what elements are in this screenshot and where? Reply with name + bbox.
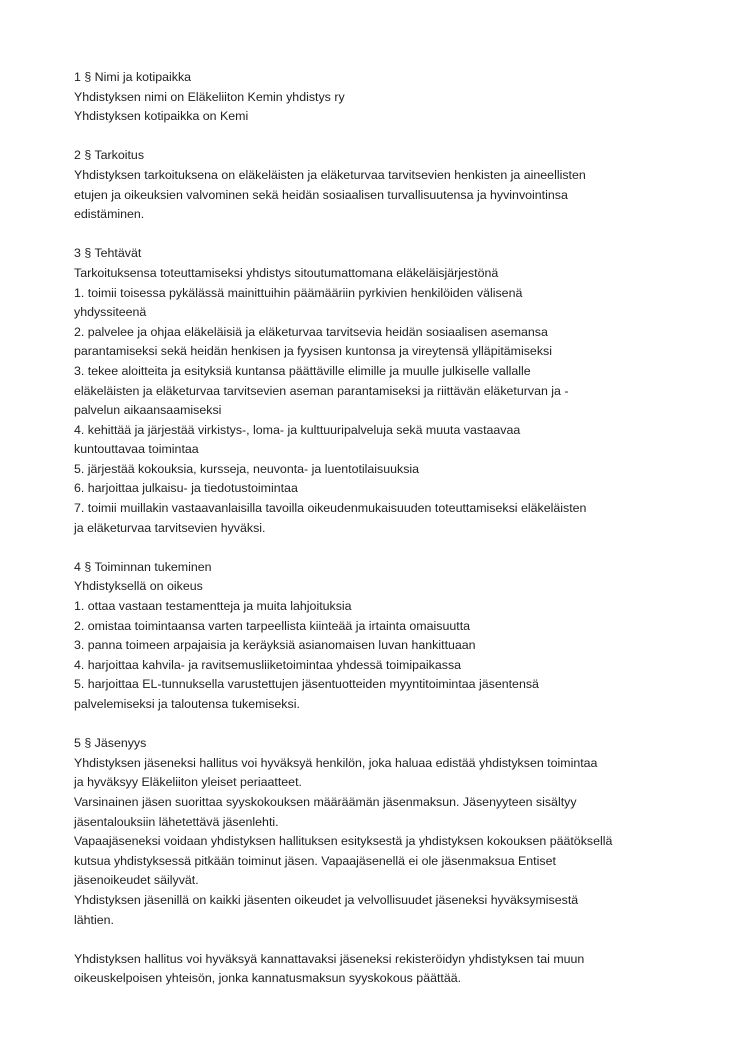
text-line: Yhdistyksen jäseneksi hallitus voi hyväksyä henkilön, joka haluaa edistää yhdistyksen toimintaa (74, 755, 598, 770)
section-heading: 4 § Toiminnan tukeminen (74, 559, 212, 574)
text-line: lähtien. (74, 912, 114, 927)
text-line: kutsua yhdistyksessä pitkään toiminut jäsen. Vapaajäsenellä ei ole jäsenmaksua Entiset (74, 853, 556, 868)
section-tasks (74, 244, 694, 538)
text-line: Yhdistyksen nimi on Eläkeliiton Kemin yhdistys ry (74, 89, 345, 104)
text-line: Yhdistyksen hallitus voi hyväksyä kannattavaksi jäseneksi rekisteröidyn yhdistyksen tai muun (74, 951, 585, 966)
text-line: Yhdistyksen kotipaikka on Kemi (74, 109, 249, 124)
section-supporting-members (74, 950, 694, 989)
text-line: Varsinainen jäsen suorittaa syyskokouksen määräämän jäsenmaksun. Jäsenyyteen sisältyy (74, 794, 577, 809)
list-item: 1. toimii toisessa pykälässä mainittuihin päämääriin pyrkivien henkilöiden välisenä (74, 285, 523, 300)
list-item: 5. järjestää kokouksia, kursseja, neuvonta- ja luentotilaisuuksia (74, 461, 420, 476)
text-line: palvelun aikaansaamiseksi (74, 403, 222, 418)
list-item: 2. palvelee ja ohjaa eläkeläisiä ja eläketurvaa tarvitsevia heidän sosiaalisen asemansa (74, 324, 548, 339)
text-line: eläkeläisten ja eläketurvaa tarvitsevien aseman parantamiseksi ja riittävän eläketurvan ja - (74, 383, 569, 398)
text-line: Yhdistyksen jäsenillä on kaikki jäsenten oikeudet ja velvollisuudet jäseneksi hyväksymisestä (74, 892, 579, 907)
text-line: jäsentalouksiin lähetettävä jäsenlehti. (74, 814, 279, 829)
text-line: oikeuskelpoisen yhteisön, jonka kannatusmaksun syyskokous päättää. (74, 971, 462, 986)
section-heading: 2 § Tarkoitus (74, 148, 145, 163)
list-item: 3. panna toimeen arpajaisia ja keräyksiä asianomaisen luvan hankittuaan (74, 638, 476, 653)
section-heading: 3 § Tehtävät (74, 246, 142, 261)
document-page (74, 68, 694, 1009)
section-purpose (74, 146, 694, 224)
list-item: 4. harjoittaa kahvila- ja ravitsemusliiketoimintaa yhdessä toimipaikassa (74, 657, 462, 672)
list-item: 1. ottaa vastaan testamentteja ja muita lahjoituksia (74, 599, 352, 614)
list-item: 4. kehittää ja järjestää virkistys-, loma- ja kulttuuripalveluja sekä muuta vastaavaa (74, 422, 521, 437)
text-line: jäsenoikeudet säilyvät. (74, 873, 199, 888)
text-line: Yhdistyksen tarkoituksena on eläkeläisten ja eläketurvaa tarvitsevien henkisten ja aineellisten (74, 167, 586, 182)
text-line: Vapaajäseneksi voidaan yhdistyksen hallituksen esityksestä ja yhdistyksen kokouksen päätöksellä (74, 834, 613, 849)
section-membership (74, 734, 694, 930)
text-line: edistäminen. (74, 207, 145, 222)
list-item: 5. harjoittaa EL-tunnuksella varustettujen jäsentuotteiden myyntitoimintaa jäsentensä (74, 677, 539, 692)
section-heading: 1 § Nimi ja kotipaikka (74, 70, 192, 84)
text-line: Yhdistyksellä on oikeus (74, 579, 203, 594)
section-heading: 5 § Jäsenyys (74, 736, 147, 751)
text-line: ja eläketurvaa tarvitsevien hyväksi. (74, 520, 266, 535)
list-item: 3. tekee aloitteita ja esityksiä kuntansa päättäville elimille ja muulle julkiselle vallalle (74, 363, 531, 378)
text-line: parantamiseksi sekä heidän henkisen ja fyysisen kuntonsa ja vireytensä ylläpitämiseksi (74, 344, 552, 359)
section-support (74, 558, 694, 715)
text-line: yhdyssiteenä (74, 305, 147, 320)
list-item: 7. toimii muillakin vastaavanlaisilla tavoilla oikeudenmukaisuuden toteuttamiseksi eläkeläisten (74, 501, 587, 516)
text-line: kuntouttavaa toimintaa (74, 442, 199, 457)
list-item: 6. harjoittaa julkaisu- ja tiedotustoimintaa (74, 481, 298, 496)
text-line: palvelemiseksi ja taloutensa tukemiseksi. (74, 697, 300, 711)
text-line: Tarkoituksensa toteuttamiseksi yhdistys sitoutumattomana eläkeläisjärjestönä (74, 265, 499, 280)
section-name-and-domicile (74, 68, 694, 127)
text-line: etujen ja oikeuksien valvominen sekä heidän sosiaalisen turvallisuutensa ja hyvinvointinsa (74, 187, 568, 202)
list-item: 2. omistaa toimintaansa varten tarpeellista kiinteää ja irtainta omaisuutta (74, 618, 471, 633)
text-line: ja hyväksyy Eläkeliiton yleiset periaatteet. (74, 775, 302, 790)
